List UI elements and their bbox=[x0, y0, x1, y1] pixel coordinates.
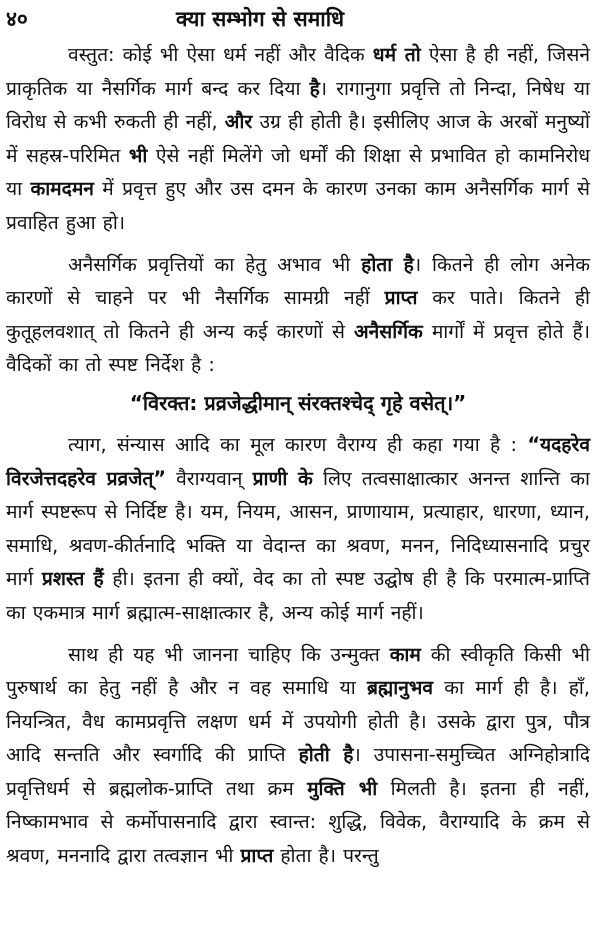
text-run: । कितने ही लोग अनेक कारणों से चाहने पर भी नैसर्गिक सामग्री नहीं bbox=[6, 252, 590, 310]
text-run: ऐसे नहीं मिलेंगे जो धर्मों की शिक्षा से प्रभावित हो कामनिरोध या bbox=[6, 143, 590, 201]
bold-text-run: भी bbox=[128, 143, 148, 167]
sanskrit-quote: “विरक्त: प्रव्रजेद्धीमान् संरक्तश्चेद् गृहे वसेत्।” bbox=[129, 390, 467, 415]
bold-text-run: होता है bbox=[361, 252, 414, 276]
text-run: । उपासना-समुच्चित अग्निहोत्रादि प्रवृत्तिधर्म से ब्रह्मलोक-प्राप्ति तथा क्रम bbox=[6, 743, 590, 800]
bold-text-run: प्राप्त bbox=[240, 844, 274, 868]
text-run: में प्रवृत्त हुए और उस दमन के कारण उनका काम अनैसर्गिक मार्ग से प्रवाहित हुआ हो। bbox=[6, 177, 590, 234]
text-run: त्याग, संन्यास आदि का मूल कारण वैराग्य ही कहा गया है : bbox=[68, 432, 528, 456]
paragraph bbox=[6, 248, 590, 382]
text-run: कर पाते। कितने ही कुतूहलवशात् तो कितने ही अन्य कई कारणों से bbox=[6, 286, 590, 343]
text-run: ही। इतना ही क्यों, वेद का तो स्पष्ट उद्घोष ही है कि परमात्म-प्राप्ति का एकमात्र मार्ग ब्रह्मात्म-साक्षात्कार है, अन्य कोई मार्ग नहीं। bbox=[6, 567, 590, 624]
bold-text-run: कामदमन bbox=[30, 177, 94, 201]
text-run: मार्गों में प्रवृत्त होते हैं। वैदिकों का तो स्पष्ट निर्देश है : bbox=[6, 319, 590, 377]
text-run: वैराग्यवान् bbox=[165, 466, 253, 490]
bold-text-run: प्रशस्त हैं bbox=[41, 567, 104, 591]
text-body bbox=[6, 38, 590, 873]
bold-text-run: “यदहरेव विरजेत्तदहरेव प्रव्रजेत्” bbox=[6, 432, 590, 490]
bold-text-run: ब्रह्मानुभव bbox=[366, 676, 434, 700]
text-run: ऐसा है ही नहीं, जिसने प्राकृतिक या नैसर्गिक मार्ग बन्द कर दिया bbox=[6, 43, 590, 100]
bold-text-run: होती है bbox=[298, 743, 354, 767]
text-run: होता है। परन्तु bbox=[273, 844, 379, 868]
bold-text-run: मुक्ति भी bbox=[307, 776, 378, 800]
paragraph bbox=[6, 638, 590, 873]
text-run: की स्वीकृति किसी भी पुरुषार्थ का हेतु नहीं है और न वह समाधि या bbox=[6, 642, 590, 700]
page-header bbox=[6, 4, 590, 38]
bold-text-run: प्राप्त bbox=[384, 286, 418, 310]
bold-text-run: अनैसर्गिक bbox=[354, 319, 423, 343]
running-title: क्या सम्भोग से समाधि bbox=[176, 7, 345, 31]
bold-text-run: काम bbox=[389, 642, 421, 666]
text-run: अनैसर्गिक प्रवृत्तियों का हेतु अभाव भी bbox=[68, 252, 362, 276]
paragraph bbox=[6, 38, 590, 240]
text-run: लिए तत्वसाक्षात्कार अनन्त शान्ति का मार्ग स्पष्टरूप से निर्दिष्ट है। यम, नियम, आसन, प्राणायाम, प्रत्याहार, धारणा, ध्यान, समाधि, श्रवण-कीर्तनादि भक्ति या वेदान्त का श्रवण, मनन, निदिध्यासनादि प्रचुर मार्ग bbox=[6, 466, 590, 591]
text-run: वस्तुत: कोई भी ऐसा धर्म नहीं और वैदिक bbox=[68, 43, 373, 66]
bold-text-run: प्राणी के bbox=[252, 466, 313, 490]
text-run: उग्र ही होती है। इसीलिए आज के अरबों मनुष्यों में सहस्र-परिमित bbox=[6, 110, 590, 167]
page-number: ४० bbox=[6, 7, 28, 31]
text-run: । रागानुगा प्रवृत्ति तो निन्दा, निषेध या विरोध से कभी रुकती ही नहीं, bbox=[6, 76, 590, 134]
bold-text-run: और bbox=[224, 110, 253, 134]
text-run: का मार्ग ही है। हाँ, नियन्त्रित, वैध कामप्रवृत्ति लक्षण धर्म में उपयोगी होती है। उसके द्वारा पुत्र, पौत्र आदि सन्तति और स्वर्गादि की प्राप्ति bbox=[6, 676, 590, 767]
text-run: साथ ही यह भी जानना चाहिए कि उन्मुक्त bbox=[68, 642, 390, 666]
text-run: मिलती है। इतना ही नहीं, निष्कामभाव से कर्मोपासनादि द्वारा स्वान्त: शुद्धि, विवेक, वैराग्यादि के क्रम से श्रवण, मननादि द्वारा तत्वज्ञान भी bbox=[6, 776, 590, 868]
bold-text-run: है bbox=[309, 76, 320, 100]
bold-text-run: धर्म तो bbox=[372, 43, 421, 66]
paragraph bbox=[6, 428, 590, 630]
